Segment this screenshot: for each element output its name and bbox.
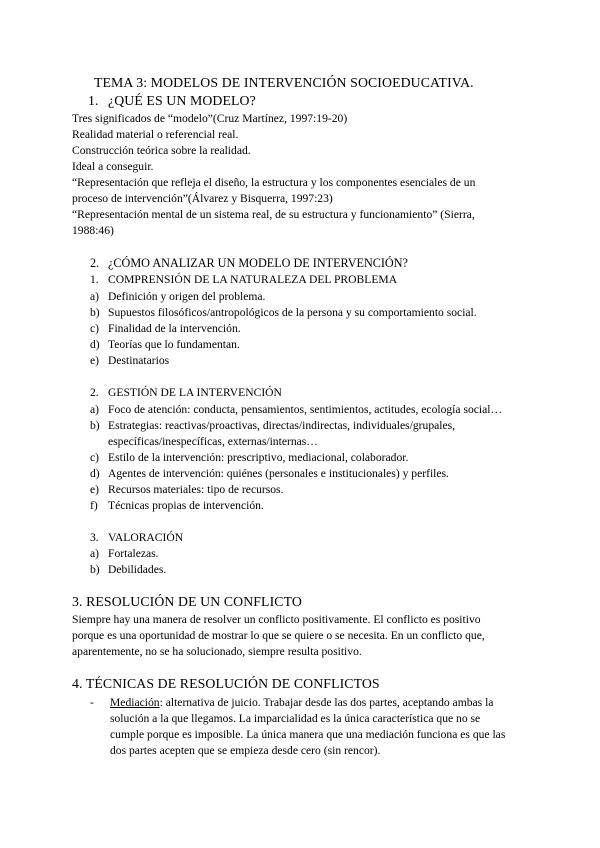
list-item-text: Finalidad de la intervención. bbox=[108, 322, 241, 335]
paragraph-line: porque es una oportunidad de mostrar lo que se quiere o se necesita. En un conflicto que, bbox=[72, 629, 485, 642]
list-item-text: Fortalezas. bbox=[108, 547, 159, 560]
bullet-item-text: : alternativa de juicio. Trabajar desde las dos partes, aceptando ambas la bbox=[159, 696, 494, 709]
list-item bbox=[90, 290, 265, 304]
list-marker: d) bbox=[90, 467, 100, 480]
subsection-3-title: VALORACIÓN bbox=[108, 531, 184, 544]
list-item bbox=[90, 547, 159, 561]
paragraph-line: Tres significados de “modelo”(Cruz Martínez, 1997:19-20) bbox=[72, 112, 348, 125]
subsection-2-heading bbox=[90, 386, 282, 400]
document-title: TEMA 3: MODELOS DE INTERVENCIÓN SOCIOEDUCATIVA. bbox=[94, 75, 474, 90]
section-1-number: 1. bbox=[88, 93, 99, 108]
paragraph-line: Construcción teórica sobre la realidad. bbox=[72, 144, 251, 157]
paragraph-line: solución a la que llegamos. La imparcialidad es la única característica que no se bbox=[110, 712, 481, 725]
list-item-text: Supuestos filosóficos/antropológicos de la persona y su comportamiento social. bbox=[108, 306, 477, 319]
paragraph-line: Siempre hay una manera de resolver un conflicto positivamente. El conflicto es positivo bbox=[72, 613, 481, 626]
list-marker: f) bbox=[90, 499, 98, 512]
list-marker: a) bbox=[90, 547, 100, 560]
list-marker: b) bbox=[90, 306, 100, 319]
subsection-2-title: GESTIÓN DE LA INTERVENCIÓN bbox=[108, 386, 282, 399]
section-2-number: 2. bbox=[90, 256, 100, 270]
list-marker: a) bbox=[90, 290, 100, 303]
paragraph-line: “Representación mental de un sistema real, de su estructura y funcionamiento” (Sierra, bbox=[72, 208, 475, 221]
list-marker: a) bbox=[90, 403, 100, 416]
paragraph-line: proceso de intervención”(Álvarez y Bisquerra, 1997:23) bbox=[72, 192, 333, 205]
subsection-3-number: 3. bbox=[90, 531, 99, 544]
list-marker: d) bbox=[90, 338, 100, 351]
list-item-text: Teorías que lo fundamentan. bbox=[108, 338, 240, 351]
list-item bbox=[90, 338, 240, 352]
list-item bbox=[90, 403, 502, 417]
section-1-heading bbox=[88, 93, 256, 109]
list-item bbox=[90, 451, 408, 465]
term-mediacion: Mediación bbox=[110, 696, 160, 709]
list-item-text: Técnicas propias de intervención. bbox=[108, 499, 264, 512]
section-4-heading: 4. TÉCNICAS DE RESOLUCIÓN DE CONFLICTOS bbox=[72, 676, 380, 691]
list-item bbox=[90, 419, 455, 433]
subsection-1-heading bbox=[90, 273, 397, 287]
paragraph-line: Realidad material o referencial real. bbox=[72, 128, 239, 141]
list-item-text: Estrategias: reactivas/proactivas, directas/indirectas, individuales/grupales, bbox=[108, 419, 456, 432]
list-item bbox=[90, 563, 166, 577]
list-marker: b) bbox=[90, 563, 100, 576]
list-item-text: Agentes de intervención: quiénes (personales e institucionales) y perfiles. bbox=[108, 467, 449, 480]
list-item-text: Definición y origen del problema. bbox=[108, 290, 266, 303]
list-item bbox=[90, 499, 264, 513]
list-item bbox=[90, 322, 241, 336]
list-item-text: Foco de atención: conducta, pensamientos, sentimientos, actitudes, ecología social… bbox=[108, 403, 503, 416]
paragraph-line: “Representación que refleja el diseño, la estructura y los componentes esenciales de un bbox=[72, 176, 476, 189]
list-item-text: Destinatarios bbox=[108, 354, 170, 367]
list-item bbox=[90, 306, 477, 320]
bullet-item bbox=[90, 696, 493, 710]
list-item bbox=[90, 467, 449, 481]
list-marker: e) bbox=[90, 483, 100, 496]
list-marker: c) bbox=[90, 322, 100, 335]
subsection-2-number: 2. bbox=[90, 386, 99, 399]
list-item-text: Estilo de la intervención: prescriptivo, mediacional, colaborador. bbox=[108, 451, 409, 464]
list-item bbox=[90, 483, 283, 497]
list-item-text: Recursos materiales: tipo de recursos. bbox=[108, 483, 284, 496]
list-marker: b) bbox=[90, 419, 100, 432]
list-item bbox=[90, 354, 169, 368]
list-item-text: Debilidades. bbox=[108, 563, 167, 576]
subsection-1-number: 1. bbox=[90, 273, 99, 286]
section-2-heading bbox=[90, 256, 408, 270]
paragraph-line: dos partes acepten que se empieza desde cero (sin rencor). bbox=[110, 744, 381, 757]
paragraph-line: aparentemente, no se ha solucionado, siempre resulta positivo. bbox=[72, 645, 362, 658]
bullet-marker: - bbox=[90, 696, 94, 709]
section-3-heading: 3. RESOLUCIÓN DE UN CONFLICTO bbox=[72, 594, 302, 609]
list-marker: c) bbox=[90, 451, 100, 464]
subsection-3-heading bbox=[90, 531, 183, 545]
paragraph-line: Ideal a conseguir. bbox=[72, 160, 154, 173]
section-2-title: ¿CÓMO ANALIZAR UN MODELO DE INTERVENCIÓN? bbox=[108, 256, 408, 270]
subsection-1-title: COMPRENSIÓN DE LA NATURALEZA DEL PROBLEMA bbox=[108, 273, 398, 286]
paragraph-line: 1988:46) bbox=[72, 224, 114, 237]
list-item-text: específicas/inespecíficas, externas/internas… bbox=[108, 435, 318, 448]
paragraph-line: cumple porque es imposible. La única manera que una mediación funciona es que las bbox=[110, 728, 506, 741]
list-marker: e) bbox=[90, 354, 100, 367]
list-item-continuation bbox=[90, 435, 318, 449]
section-1-title: ¿QUÉ ES UN MODELO? bbox=[108, 93, 256, 108]
